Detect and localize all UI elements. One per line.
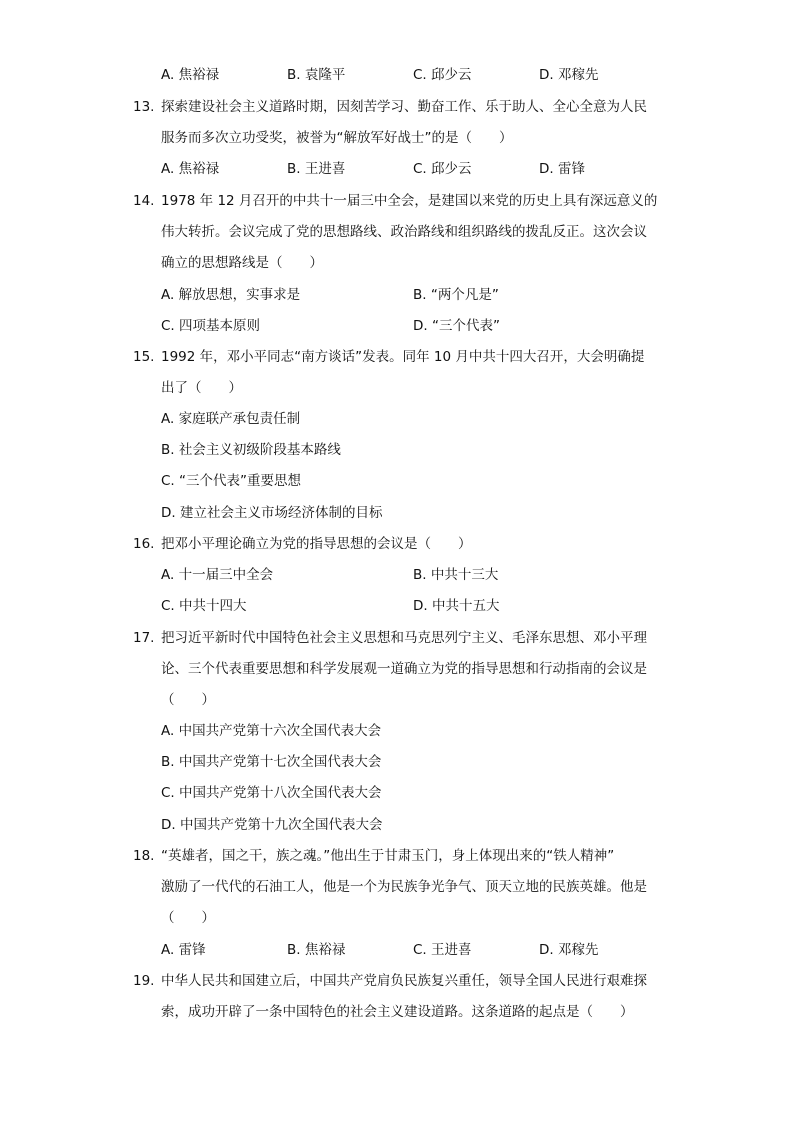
option-d[interactable]: D. 雷锋 [539,161,585,177]
option-d[interactable]: D. 建立社会主义市场经济体制的目标 [161,505,383,521]
option-b[interactable]: B. 中国共产党第十七次全国代表大会 [161,754,382,770]
question-number: 13. [133,99,155,115]
option-c[interactable]: C. “三个代表”重要思想 [161,473,301,489]
option-a[interactable]: A. 焦裕禄 [161,161,220,177]
question-text-line: 出了（ ） [161,380,242,396]
option-c[interactable]: C. 邱少云 [413,161,472,177]
option-c[interactable]: C. 四项基本原则 [161,318,261,334]
option-a[interactable]: A. 雷锋 [161,942,206,958]
question-text-line: 中华人民共和国建立后，中国共产党肩负民族复兴重任，领导全国人民进行艰难探 [161,973,647,989]
option-c[interactable]: C. 邱少云 [413,67,472,83]
option-a[interactable]: A. 家庭联产承包责任制 [161,411,301,427]
option-d[interactable]: D. 中共十五大 [413,598,500,614]
option-a[interactable]: A. 焦裕禄 [161,67,220,83]
question-number: 14. [133,193,155,209]
question-text-line: （ ） [161,910,215,926]
question-text-line: 激励了一代代的石油工人，他是一个为民族争光争气、顶天立地的民族英雄。他是 [161,879,647,895]
option-b[interactable]: B. 社会主义初级阶段基本路线 [161,442,341,458]
option-a[interactable]: A. 十一届三中全会 [161,567,274,583]
question-text-line: “英雄者，国之干，族之魂。”他出生于甘肃玉门，身上体现出来的“铁人精神” [161,848,615,864]
option-a[interactable]: A. 中国共产党第十六次全国代表大会 [161,723,382,739]
option-d[interactable]: D. 中国共产党第十九次全国代表大会 [161,817,383,833]
question-number: 18. [133,848,155,864]
question-text-line: （ ） [161,692,215,708]
option-c[interactable]: C. 中国共产党第十八次全国代表大会 [161,785,382,801]
question-number: 17. [133,630,155,646]
question-text-line: 论、三个代表重要思想和科学发展观一道确立为党的指导思想和行动指南的会议是 [161,661,647,677]
option-d[interactable]: D. 邓稼先 [539,942,599,958]
question-text-line: 索，成功开辟了一条中国特色的社会主义建设道路。这条道路的起点是（ ） [161,1004,634,1020]
question-number: 16. [133,536,155,552]
option-b[interactable]: B. 焦裕禄 [287,942,346,958]
option-d[interactable]: D. 邓稼先 [539,67,599,83]
question-text-line: 确立的思想路线是（ ） [161,255,323,271]
option-b[interactable]: B. 袁隆平 [287,67,346,83]
option-b[interactable]: B. 王进喜 [287,161,346,177]
question-number: 19. [133,973,155,989]
question-text-line: 1978 年 12 月召开的中共十一届三中全会，是建国以来党的历史上具有深远意义的 [161,193,658,209]
option-c[interactable]: C. 王进喜 [413,942,472,958]
option-b[interactable]: B. 中共十三大 [413,567,499,583]
option-a[interactable]: A. 解放思想，实事求是 [161,287,301,303]
question-text-line: 服务而多次立功受奖，被誉为“解放军好战士”的是（ ） [161,130,513,146]
question-text-line: 1992 年，邓小平同志“南方谈话”发表。同年 10 月中共十四大召开，大会明确提 [161,349,645,365]
question-number: 15. [133,349,155,365]
question-text-line: 伟大转折。会议完成了党的思想路线、政治路线和组织路线的拨乱反正。这次会议 [161,224,647,240]
question-text-line: 把邓小平理论确立为党的指导思想的会议是（ ） [161,536,472,552]
option-d[interactable]: D. “三个代表” [413,318,500,334]
option-b[interactable]: B. “两个凡是” [413,287,499,303]
question-text-line: 探索建设社会主义道路时期，因刻苦学习、勤奋工作、乐于助人、全心全意为人民 [161,99,647,115]
option-c[interactable]: C. 中共十四大 [161,598,247,614]
question-text-line: 把习近平新时代中国特色社会主义思想和马克思列宁主义、毛泽东思想、邓小平理 [161,630,647,646]
